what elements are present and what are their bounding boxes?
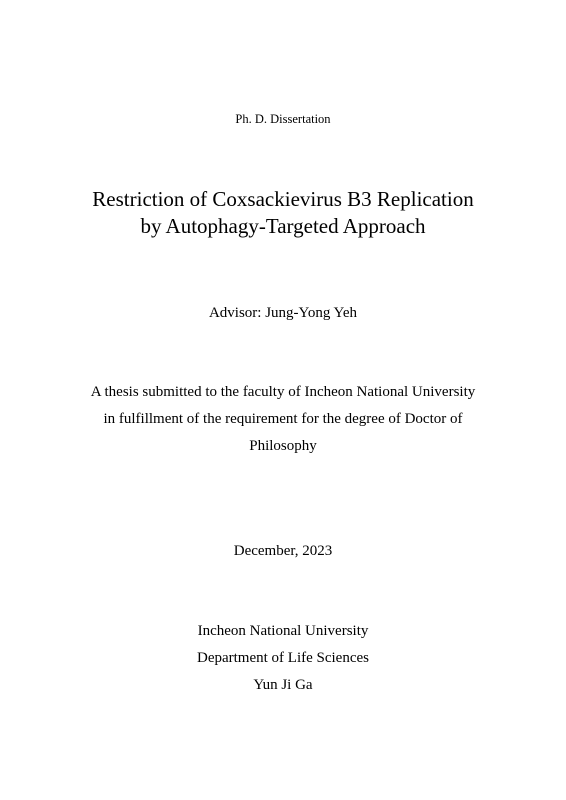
department-name: Department of Life Sciences [196, 650, 369, 666]
dissertation-title-line-2: by Autophagy-Targeted Approach [140, 214, 426, 238]
submission-date: December, 2023 [233, 543, 333, 559]
degree-type-label: Ph. D. Dissertation [235, 112, 331, 126]
institution-name: Incheon National University [197, 623, 369, 639]
statement-line-2: in fulfillment of the requirement for the degree of Doctor of [103, 411, 463, 427]
statement-line-3: Philosophy [249, 438, 317, 454]
advisor-line: Advisor: Jung-Yong Yeh [208, 305, 358, 321]
statement-line-1: A thesis submitted to the faculty of Incheon National University [90, 384, 476, 400]
author-name: Yun Ji Ga [253, 677, 313, 693]
dissertation-title-line-1: Restriction of Coxsackievirus B3 Replication [92, 187, 474, 211]
